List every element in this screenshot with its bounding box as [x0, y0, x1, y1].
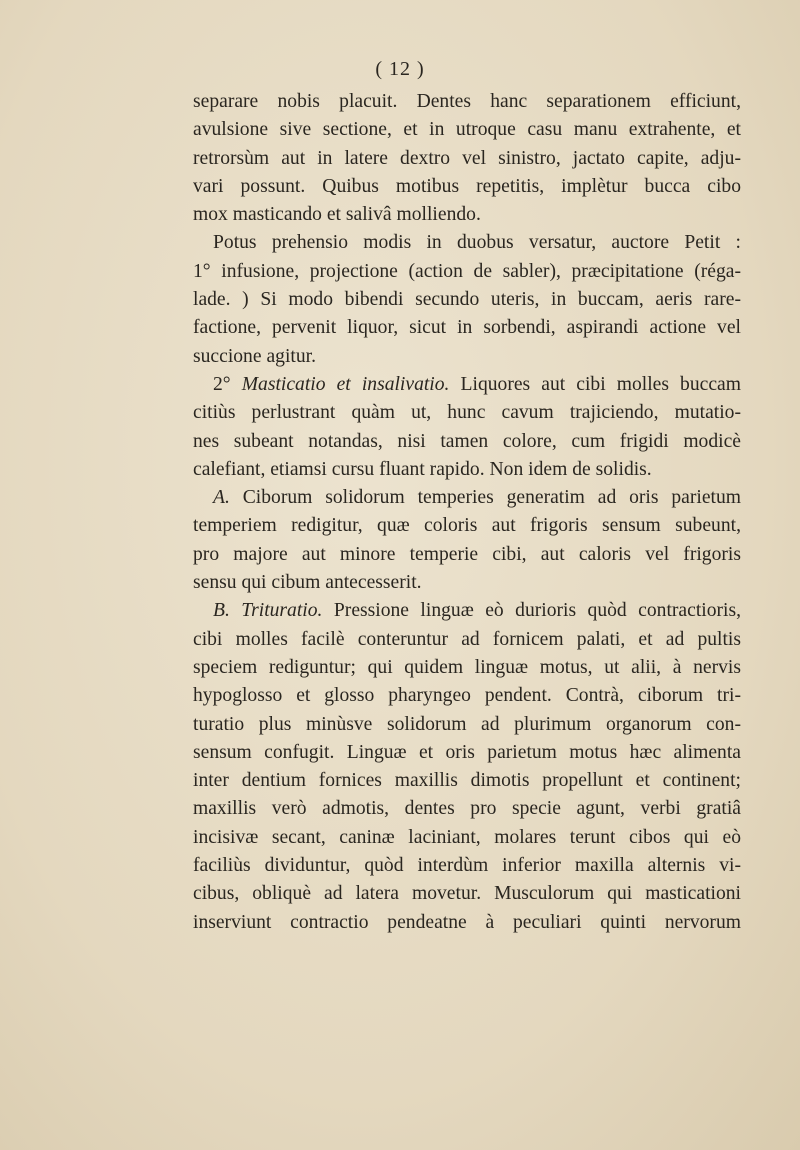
- line-text: cibus, obliquè ad latera movetur. Musculorum qui masticationi: [193, 883, 741, 905]
- line-text: vari possunt. Quibus motibus repetitis, implètur bucca cibo: [193, 175, 741, 197]
- line-text: avulsione sive sectione, et in utroque casu manu extrahente, et: [193, 119, 741, 141]
- text-line: [193, 824, 741, 852]
- text-line: [193, 201, 741, 229]
- paragraph: [193, 484, 741, 597]
- text-line: [193, 343, 741, 371]
- text-line: [193, 371, 741, 399]
- line-text: Potus prehensio modis in duobus versatur, auctore Petit :: [213, 232, 741, 254]
- text-line: [193, 852, 741, 880]
- text-line: [193, 654, 741, 682]
- text-line: [193, 399, 741, 427]
- line-text: incisivæ secant, caninæ laciniant, molares terunt cibos qui eò: [193, 826, 741, 848]
- text-line: [193, 88, 741, 116]
- line-text: calefiant, etiamsi cursu fluant rapido. Non idem de solidis.: [193, 458, 652, 480]
- page-number: ( 12 ): [375, 58, 425, 80]
- line-text: faciliùs dividuntur, quòd interdùm inferior maxilla alternis vi-: [193, 855, 741, 877]
- line-text: succione agitur.: [193, 345, 316, 367]
- paragraph: [193, 88, 741, 229]
- text-line: [193, 711, 741, 739]
- body-text: [193, 88, 741, 937]
- text-line: [193, 145, 741, 173]
- line-text: turatio plus minùsve solidorum ad plurimum organorum con-: [193, 713, 741, 735]
- text-line: [193, 286, 741, 314]
- text-line: [193, 597, 741, 625]
- text-line: [193, 739, 741, 767]
- text-line: [193, 428, 741, 456]
- text-line: [193, 314, 741, 342]
- text-line: [193, 456, 741, 484]
- text-line: [193, 541, 741, 569]
- section-heading: Masticatio et insalivatio.: [241, 373, 450, 395]
- text-line: [193, 173, 741, 201]
- section-heading: B. Trituratio.: [213, 600, 323, 622]
- text-line: [193, 880, 741, 908]
- text-line: [193, 512, 741, 540]
- line-text: speciem rediguntur; qui quidem linguæ motus, ut alii, à nervis: [193, 656, 741, 678]
- line-text: Ciborum solidorum temperies generatim ad oris parietum: [242, 487, 741, 509]
- paragraph: [193, 371, 741, 484]
- line-text: factione, pervenit liquor, sicut in sorbendi, aspirandi actione vel: [193, 317, 741, 339]
- line-text: 1° infusione, projectione (action de sabler), præcipitatione (réga-: [193, 260, 741, 282]
- text-line: [193, 229, 741, 257]
- line-text: nes subeant notandas, nisi tamen colore, cum frigidi modicè: [193, 430, 741, 452]
- paragraph: [193, 597, 741, 937]
- line-text: pro majore aut minore temperie cibi, aut caloris vel frigoris: [193, 543, 741, 565]
- line-text: mox masticando et salivâ molliendo.: [193, 204, 481, 226]
- line-text: temperiem redigitur, quæ coloris aut frigoris sensum subeunt,: [193, 515, 741, 537]
- text-line: [193, 116, 741, 144]
- text-line: [193, 767, 741, 795]
- text-line: [193, 569, 741, 597]
- text-line: [193, 682, 741, 710]
- line-text: inter dentium fornices maxillis dimotis propellunt et continent;: [193, 770, 741, 792]
- text-line: [193, 258, 741, 286]
- text-line: [193, 626, 741, 654]
- line-text: sensum confugit. Linguæ et oris parietum motus hæc alimenta: [193, 741, 741, 763]
- text-line: [193, 795, 741, 823]
- line-text: Liquores aut cibi molles buccam: [460, 373, 741, 395]
- text-line: [193, 484, 741, 512]
- line-text: citiùs perlustrant quàm ut, hunc cavum trajiciendo, mutatio-: [193, 402, 741, 424]
- line-text: maxillis verò admotis, dentes pro specie agunt, verbi gratiâ: [193, 798, 741, 820]
- line-text: inserviunt contractio pendeatne à peculiari quinti nervorum: [193, 911, 741, 933]
- line-text: hypoglosso et glosso pharyngeo pendent. Contrà, ciborum tri-: [193, 685, 741, 707]
- line-text: Pressione linguæ eò durioris quòd contractioris,: [333, 600, 741, 622]
- line-text: sensu qui cibum antecesserit.: [193, 572, 422, 594]
- line-text: cibi molles facilè conteruntur ad fornicem palati, et ad pultis: [193, 628, 741, 650]
- line-text: retrorsùm aut in latere dextro vel sinistro, jactato capite, adju-: [193, 147, 741, 169]
- line-text: lade. ) Si modo bibendi secundo uteris, in buccam, aeris rare-: [193, 289, 741, 311]
- section-number: 2°: [213, 373, 231, 395]
- line-text: separare nobis placuit. Dentes hanc separationem efficiunt,: [193, 91, 741, 112]
- text-line: [193, 909, 741, 937]
- paragraph: [193, 229, 741, 370]
- section-heading: A.: [213, 487, 230, 509]
